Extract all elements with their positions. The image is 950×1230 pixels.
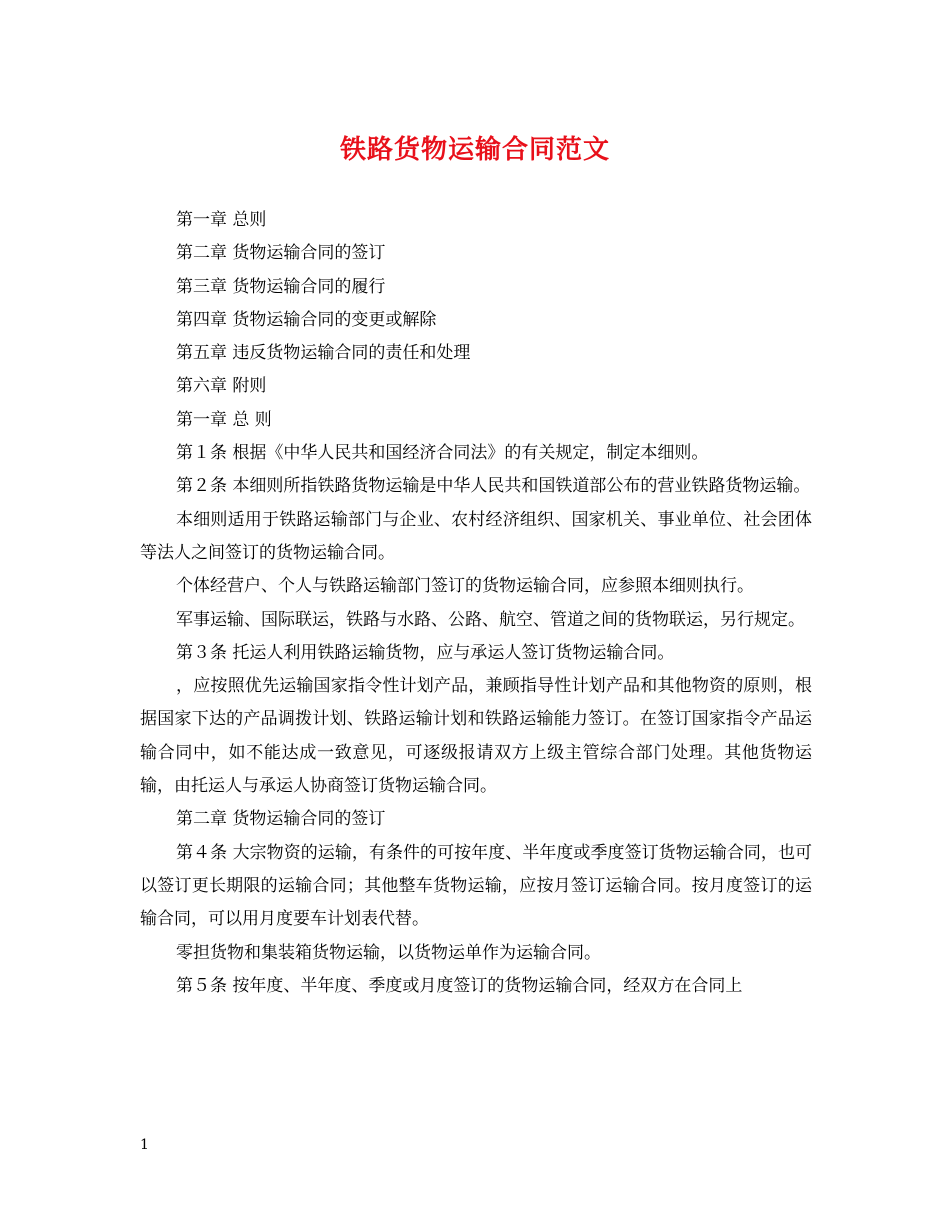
paragraph: 第３条 托运人利用铁路运输货物，应与承运人签订货物运输合同。	[176, 642, 675, 663]
paragraph: 个体经营户、个人与铁路运输部门签订的货物运输合同，应参照本细则执行。	[176, 576, 754, 597]
paragraph: 第四章 货物运输合同的变更或解除	[176, 309, 437, 330]
paragraph: 第５条 按年度、半年度、季度或月度签订的货物运输合同，经双方在合同上	[176, 975, 743, 996]
paragraph: 零担货物和集装箱货物运输，以货物运单作为运输合同。	[176, 942, 601, 963]
paragraph: 本细则适用于铁路运输部门与企业、农村经济组织、国家机关、事业单位、社会团体等法人之间签订的货物运输合同。	[140, 509, 812, 563]
paragraph: 第一章 总 则	[176, 409, 272, 430]
paragraph: 第五章 违反货物运输合同的责任和处理	[176, 343, 471, 364]
paragraph: 第六章 附则	[176, 376, 267, 397]
paragraph: 第二章 货物运输合同的签订	[176, 243, 386, 264]
paragraph: 第一章 总则	[176, 210, 267, 230]
paragraph: 军事运输、国际联运，铁路与水路、公路、航空、管道之间的货物联运，另行规定。	[176, 609, 805, 630]
paragraph: 第三章 货物运输合同的履行	[176, 276, 386, 297]
paragraph: 第二章 货物运输合同的签订	[176, 809, 386, 830]
paragraph: ，应按照优先运输国家指令性计划产品，兼顾指导性计划产品和其他物资的原则，根据国家下达的产品调拨计划、铁路运输计划和铁路运输能力签订。在签订国家指令产品运输合同中，如不能达成一致意见，可逐级报请双方上级主管综合部门处理。其他货物运输，由托运人与承运人协商签订货物运输合同。	[140, 676, 812, 797]
page-number: 1	[140, 1137, 149, 1153]
document-title: 铁路货物运输合同范文	[339, 135, 610, 165]
paragraph: 第４条 大宗物资的运输，有条件的可按年度、半年度或季度签订货物运输合同，也可以签订更长期限的运输合同；其他整车货物运输，应按月签订运输合同。按月度签订的运输合同，可以用月度要车计划表代替。	[140, 842, 812, 930]
document-body	[140, 204, 812, 1003]
paragraph: 第１条 根据《中华人民共和国经济合同法》的有关规定，制定本细则。	[176, 443, 709, 464]
paragraph: 第２条 本细则所指铁路货物运输是中华人民共和国铁道部公布的营业铁路货物运输。	[176, 476, 811, 497]
